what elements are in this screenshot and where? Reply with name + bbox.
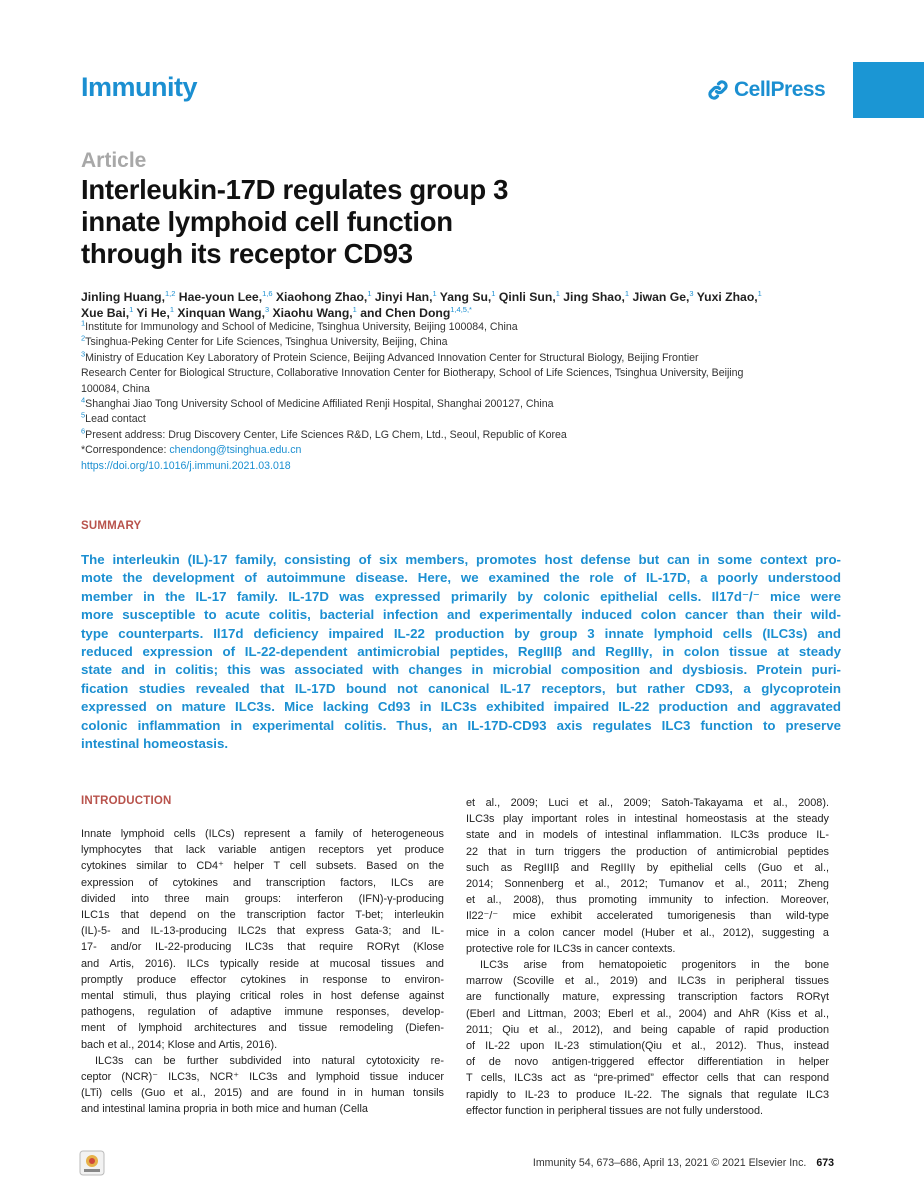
author-line-2 <box>81 305 841 321</box>
affiliation-3: $^3$Ministry of Education Key Laboratory of Protein Science, Beijing Advanced Innovation Center for Structural Biology, Beijing Frontier <box>81 349 699 364</box>
author-name: Xiaohu Wang, <box>269 306 353 320</box>
text-line: state and in models of intestinal inflammation. ILC3s produce IL- <box>466 829 829 842</box>
lead-contact: $^5$Lead contact <box>81 410 146 426</box>
text-line: member in the IL-17 family. IL-17D was expressed primarily by colonic epithelial cells. Il17d⁻/⁻ mice were <box>81 588 841 604</box>
text-line: reduced expression of IL-22-dependent antimicrobial peptides, RegIIIβ and RegIIIγ, in colon tissue at steady <box>81 644 841 660</box>
text-line: ILC3s can be further subdivided into natural cytotoxicity re- <box>95 1054 444 1067</box>
present-address: $^6$Present address: Drug Discovery Center, Life Sciences R&D, LG Chem, Ltd., Seoul, Republic of Korea <box>81 426 567 441</box>
author-name: Xinquan Wang, <box>174 306 265 320</box>
text-line: fication studies revealed that IL-17D bound not canonical IL-17 receptors, but rather CD93, a glycoprotein <box>81 680 841 696</box>
text-line: rapidly to IL-23 to produce IL-22. The signals that regulate ILC3 <box>466 1088 829 1101</box>
text-line: expressed on mature ILC3s. Mice lacking Cd93 in ILC3s exhibited impaired IL-22 production and aggravated <box>81 699 841 715</box>
citation: Immunity 54, 673–686, April 13, 2021 © 2021 Elsevier Inc. <box>532 1157 807 1169</box>
author-affiliation-marker: 1,2 <box>164 288 176 298</box>
text-line: (Eberl and Littman, 2003; Eberl et al., 2004) and AhR (Kiss et al., <box>466 1007 829 1020</box>
text-line: (LTi) cells (Guo et al., 2015) and are found in in human tonsils <box>81 1087 444 1100</box>
author-name: Xiaohong Zhao, <box>272 290 368 304</box>
text-line: divided into three main groups: interferon (IFN)-γ-producing <box>81 892 444 905</box>
text-line: 17- and/or IL-22-producing ILC3s that require RORγt (Klose <box>81 941 444 954</box>
author-affiliation-marker: 1,4,5,* <box>450 304 472 314</box>
text-line: marrow (Scoville et al., 2019) and ILC3s in peripheral tissues <box>466 975 829 988</box>
text-line: lymphocytes that lack variable antigen receptors yet produce <box>81 844 444 857</box>
page-number: 673 <box>816 1157 834 1169</box>
text-line: and Artis, 2016). ILCs typically reside at mucosal tissues and <box>81 957 444 970</box>
text-line: 2014; Sonnenberg et al., 2012; Tumanov et al., 2011; Zheng <box>466 878 829 891</box>
author-name: and Chen Dong <box>356 306 451 320</box>
author-name: Jinyi Han, <box>371 290 433 304</box>
text-line: such as RegIIIβ and RegIIIγ by epithelial cells (Guo et al., <box>466 861 829 874</box>
text-line: et al., 2009; Luci et al., 2009; Satoh-Takayama et al., 2008). <box>466 797 829 809</box>
text-line: ment of lymphoid architectures and tissue remodeling (Diefen- <box>81 1022 444 1035</box>
side-color-tab <box>853 62 924 118</box>
text-line: of IL-22 upon IL-23 stimulation(Qiu et al., 2012). Thus, instead <box>466 1040 829 1053</box>
title-line: through its receptor CD93 <box>81 238 413 269</box>
text-line: ceptor (NCR)⁻ ILC3s, NCR⁺ ILC3s and lymphoid tissue inducer <box>81 1071 444 1084</box>
text-line: ILC3s arise from hematopoietic progenitors in the bone <box>480 959 829 972</box>
text-line: The interleukin (IL)-17 family, consisting of six members, promotes host defense but can in some context pro- <box>81 552 841 567</box>
summary-heading: SUMMARY <box>81 520 142 532</box>
publisher-name: CellPress <box>734 78 826 101</box>
text-line: colonic inflammation in experimental colitis. Thus, an IL-17D-CD93 axis regulates ILC3 function to preserve <box>81 717 841 733</box>
text-line: and intestinal lamina propria in both mice and human (Cella <box>81 1103 368 1116</box>
email-link[interactable]: chendong@tsinghua.edu.cn <box>169 444 302 457</box>
affiliation-2: $^2$Tsinghua-Peking Center for Life Sciences, Tsinghua University, Beijing, China <box>81 333 448 349</box>
text-line: Il22⁻/⁻ mice exhibit accelerated tumorigenesis than wild-type <box>466 910 829 923</box>
text-line: expression of cytokines and transcription factors, ILCs are <box>81 876 444 889</box>
text-line: mice in a colon cancer model (Huber et al., 2012), suggesting a <box>466 926 829 939</box>
doi-link[interactable]: https://doi.org/10.1016/j.immuni.2021.03.018 <box>81 459 291 472</box>
author-name: Jing Shao, <box>559 290 625 304</box>
affiliations <box>81 320 841 474</box>
check-for-updates-icon[interactable] <box>79 1150 105 1176</box>
text-line: promptly produce effector cytokines in response to environ- <box>81 973 444 986</box>
article-type: Article <box>81 149 147 172</box>
affiliation-4: $^4$Shanghai Jiao Tong University School of Medicine Affiliated Renji Hospital, Shanghai 200127, China <box>81 395 554 411</box>
text-line: of de novo antigen-triggered effector differentiation in helper <box>466 1056 829 1069</box>
author-name: Xue Bai, <box>81 306 130 320</box>
text-line: protective role for ILC3s in cancer contexts. <box>466 942 676 955</box>
author-affiliation-marker: 1 <box>624 288 630 298</box>
article-title <box>81 174 641 270</box>
text-line: state and in colitis; this was associated with changes in microbial composition and dysbiosis. Protein puri- <box>81 662 841 678</box>
page-footer <box>484 1157 834 1169</box>
author-name: Yi He, <box>133 306 170 320</box>
intro-left-column <box>81 826 444 1118</box>
text-line: ILC3s play important roles in intestinal homeostasis at the steady <box>466 813 829 826</box>
author-name: Hae-youn Lee, <box>175 290 263 304</box>
cellpress-link-icon <box>706 78 730 102</box>
author-affiliation-marker: 3 <box>689 288 694 298</box>
text-line: effector function in peripheral tissues are not fully understood. <box>466 1104 764 1117</box>
author-line-1 <box>81 289 841 305</box>
journal-name: Immunity <box>81 72 198 102</box>
affiliation-3-cont: Research Center for Biological Structure, Collaborative Innovation Center for Biotherapy, School of Life Sciences, Tsinghua University, Beijing <box>81 367 744 380</box>
text-line: cytokines similar to CD4⁺ helper T cell subsets. Based on the <box>81 860 444 873</box>
text-line: T cells, ILC3s act as “pre-primed” effector cells that can respond <box>466 1072 829 1085</box>
text-line: type counterparts. Il17d deficiency impaired IL-22 production by group 3 innate lymphoid cells (ILC3s) and <box>81 625 841 641</box>
text-line: pathogens, regulation of adaptive immune responses, develop- <box>81 1006 444 1019</box>
author-affiliation-marker: 1 <box>129 304 134 314</box>
author-name: Qinli Sun, <box>495 290 556 304</box>
text-line: Innate lymphoid cells (ILCs) represent a family of heterogeneous <box>81 828 444 840</box>
publisher-logo[interactable] <box>706 78 825 102</box>
text-line: 2011; Qiu et al., 2012), and being capable of rapid production <box>466 1023 829 1036</box>
text-line: intestinal homeostasis. <box>81 736 229 752</box>
author-name: Jinling Huang, <box>81 290 165 304</box>
affiliation-3-cont: 100084, China <box>81 382 150 395</box>
author-name: Yang Su, <box>436 290 492 304</box>
title-line: Interleukin-17D regulates group 3 <box>81 174 509 205</box>
summary-text <box>81 551 841 753</box>
text-line: mental stimuli, thus playing critical roles in host defense against <box>81 990 444 1003</box>
author-affiliation-marker: 1,6 <box>262 288 273 298</box>
intro-right-column <box>466 795 829 1119</box>
text-line: (IL)-5- and IL-13-producing ILC2s that express Gata-3; and IL- <box>81 925 444 938</box>
text-line: ILC1s that depend on the transcription factor T-bet; interleukin <box>81 909 444 922</box>
text-line: more susceptible to acute colitis, bacterial infection and experimentally induced colon cancer than their wild- <box>81 607 841 623</box>
author-affiliation-marker: 1 <box>367 288 372 298</box>
author-affiliation-marker: 1 <box>169 304 175 314</box>
author-list <box>81 289 841 321</box>
text-line: bach et al., 2014; Klose and Artis, 2016). <box>81 1038 278 1051</box>
author-affiliation-marker: 1 <box>352 304 357 314</box>
text-line: mote the development of autoimmune disease. Here, we examined the role of IL-17D, a poorly understood <box>81 570 841 586</box>
author-affiliation-marker: 1 <box>757 288 762 298</box>
correspondence: *Correspondence: chendong@tsinghua.edu.cn <box>81 444 302 457</box>
author-affiliation-marker: 1 <box>491 288 496 298</box>
author-affiliation-marker: 1 <box>555 288 560 298</box>
text-line: are functionally mature, expressing transcription factors RORγt <box>466 991 829 1004</box>
text-line: 22 that in turn triggers the production of antimicrobial peptides <box>466 845 829 858</box>
author-name: Jiwan Ge, <box>629 290 690 304</box>
author-name: Yuxi Zhao, <box>693 290 758 304</box>
affiliation-1: $^1$Institute for Immunology and School of Medicine, Tsinghua University, Beijing 100084, China <box>81 318 518 333</box>
text-line: et al., 2008), thus promoting immunity to infection. Moreover, <box>466 894 829 907</box>
title-line: innate lymphoid cell function <box>81 206 453 237</box>
author-affiliation-marker: 3 <box>264 304 270 314</box>
author-affiliation-marker: 1 <box>432 288 437 298</box>
introduction-heading: INTRODUCTION <box>81 795 172 807</box>
